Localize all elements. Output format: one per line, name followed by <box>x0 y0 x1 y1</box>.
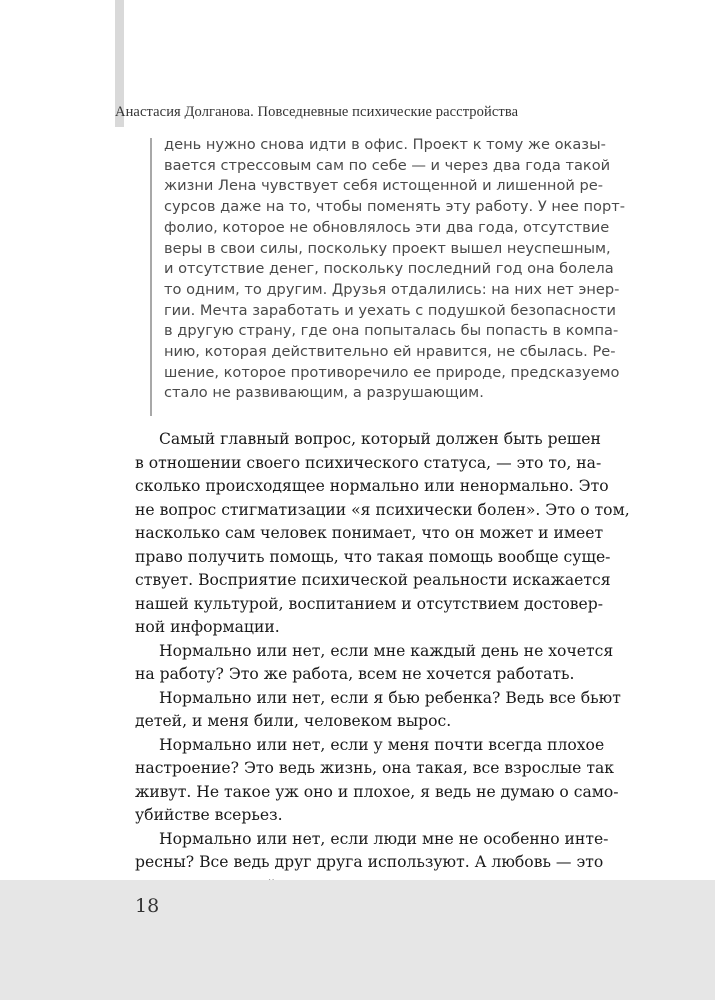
footer-band <box>0 880 715 1000</box>
quote-line: сурсов даже на то, чтобы поменять эту работу. У нее порт- <box>164 198 625 216</box>
quote-line: шение, которое противоречило ее природе, предсказуемо <box>164 363 620 381</box>
quote-line: и отсутствие денег, поскольку последний год она болела <box>164 260 614 278</box>
quote-line: гии. Мечта заработать и уехать с подушкой безопасности <box>164 301 617 319</box>
quote-line: в другую страну, где она попыталась бы попасть в компа- <box>164 322 619 340</box>
paragraph-line: ресны? Все ведь друг друга используют. А любовь — это <box>135 853 604 871</box>
paragraph-line: право получить помощь, что такая помощь вообще суще- <box>135 547 611 566</box>
quote-rule <box>150 138 152 416</box>
page-number: 18 <box>135 895 160 917</box>
paragraph-line: насколько сам человек понимает, что он может и имеет <box>135 524 604 542</box>
quote-line: веры в свои силы, поскольку проект вышел неуспешным, <box>164 239 611 257</box>
paragraph-line: на работу? Это же работа, всем не хочется работать. <box>135 665 575 683</box>
quote-line: день нужно снова идти в офис. Проект к тому же оказы- <box>164 136 606 153</box>
paragraph-line: настроение? Это ведь жизнь, она такая, все взрослые так <box>135 759 614 777</box>
quote-line: то одним, то другим. Друзья отдалились: на них нет энер- <box>164 280 620 298</box>
paragraph-line: Нормально или нет, если люди мне не особенно инте- <box>159 829 609 848</box>
paragraph-line: Самый главный вопрос, который должен быть решен <box>159 430 601 448</box>
paragraph-line: Нормально или нет, если я бью ребенка? Ведь все бьют <box>159 688 621 707</box>
paragraph-line: нашей культурой, воспитанием и отсутствием достовер- <box>135 594 604 613</box>
running-head: Анастасия Долганова. Повседневные психические расстройства <box>115 104 519 120</box>
paragraph-line: не вопрос стигматизации «я психически болен». Это о том, <box>135 500 630 519</box>
case-study-quote <box>164 135 625 404</box>
quote-line: стало не развивающим, а разрушающим. <box>164 384 484 402</box>
paragraph-line: живут. Не такое уж оно и плохое, я ведь не думаю о само- <box>135 782 619 801</box>
paragraph-line: ствует. Восприятие психической реальности искажается <box>135 571 611 589</box>
main-body-text <box>135 428 630 898</box>
paragraph-line: ной информации. <box>135 618 280 636</box>
paragraph-line: в отношении своего психического статуса, — это то, на- <box>135 453 602 472</box>
paragraph-line: детей, и меня били, человеком вырос. <box>135 712 452 730</box>
quote-line: фолио, которое не обновлялось эти два года, отсутствие <box>164 218 610 236</box>
quote-line: вается стрессовым сам по себе — и через два года такой <box>164 156 611 174</box>
quote-line: нию, которая действительно ей нравится, не сбылась. Ре- <box>164 343 616 361</box>
paragraph-line: Нормально или нет, если у меня почти всегда плохое <box>159 735 605 754</box>
quote-line: жизни Лена чувствует себя истощенной и лишенной ре- <box>164 177 604 195</box>
paragraph-line: сколько происходящее нормально или ненормально. Это <box>135 477 609 495</box>
paragraph-line: убийстве всерьез. <box>135 806 283 824</box>
paragraph-line: Нормально или нет, если мне каждый день не хочется <box>159 641 614 660</box>
